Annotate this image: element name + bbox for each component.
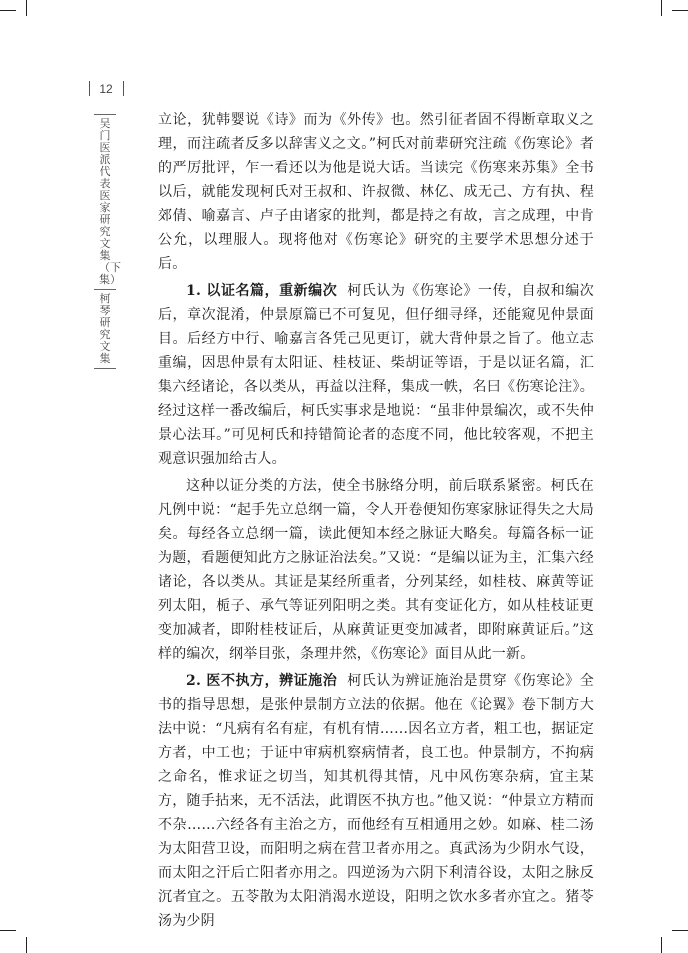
crop-mark-top-right-h bbox=[672, 10, 688, 11]
paragraph-section-2 bbox=[158, 669, 594, 933]
crop-mark-top-right-v bbox=[661, 0, 662, 16]
crop-mark-bottom-right-h bbox=[672, 930, 688, 931]
running-head bbox=[94, 114, 121, 369]
section-heading-2: 2. 医不执方，辨证施治 bbox=[186, 673, 338, 689]
paragraph-text: 立论，犹韩婴说《诗》而为《外传》也。然引征者固不得断章取义之理，而注疏者反多以辞害义之文。”柯氏对前辈研究注疏《伤寒论》者的严厉批评，乍一看还以为他是说大话。当读完《伤寒来苏集》全书以后，就能发现柯氏对王叔和、许叔微、林亿、成无己、方有执、程郊倩、喻嘉言、卢子由诸家的批判，都是持之有故，言之成理，中肯公允，以理服人。现将他对《伤寒论》研究的主要学术思想分述于后。 bbox=[158, 112, 594, 272]
paragraph-text: 这种以证分类的方法，使全书脉络分明，前后联系紧密。柯氏在凡例中说：“起手先立总纲一篇，令人开卷便知伤寒家脉证得失之大局矣。每经各立总纲一篇，读此便知本经之脉证大略矣。每篇各标一证为题，看题便知此方之脉证治法矣。”又说：“是编以证为主，汇集六经诸论，各以类从。其证是某经所重者，分列某经，如桂枝、麻黄等证列太阳，栀子、承气等证列阳明之类。其有变证化方，如从桂枝证更变加减者，即附桂枝证后，从麻黄证更变加减者，即附麻黄证后。”这样的编次，纲举目张，条理井然，《伤寒论》面目从此一新。 bbox=[158, 478, 594, 662]
page-number: 12 bbox=[99, 82, 113, 96]
paragraph-text: 柯氏认为《伤寒论》一传，自叔和编次后，章次混淆，仲景原篇已不可复见，但仔细寻绎，还能窥见仲景面目。后经方中行、喻嘉言各凭己见更订，就大背仲景之旨了。他立志重编，因思仲景有太阳证、桂枝证、柴胡证等语，于是以证名篇，汇集六经诸论，各以类从，再益以注释，集成一帙，名曰《伤寒论注》。经过这样一番改编后，柯氏实事求是地说：“虽非仲景编次，或不失仲景心法耳。”可见柯氏和持错简论者的态度不同，他比较客观，不把主观意识强加给古人。 bbox=[158, 283, 595, 467]
running-head-rule-bottom bbox=[94, 368, 116, 369]
paragraph-text: 柯氏认为辨证施治是贯穿《伤寒论》全书的指导思想，是张仲景制方立法的依据。他在《论翼》卷下制方大法中说：“凡病有名有症，有机有情……因名立方者，粗工也，据证定方者，中工也；于证中审病机察病情者，良工也。仲景制方，不拘病之命名，惟求证之切当，知其机得其情，凡中风伤寒杂病，宜主某方，随手拈来，无不活法，此谓医不执方也。”他又说：“仲景立方精而不杂……六经各有主治之方，而他经有互相通用之妙。如麻、桂二汤为太阳营卫设，而阳明之病在营卫者亦用之。真武汤为少阴水气设，而太阳之汗后亡阳者亦用之。四逆汤为六阴下利清谷设，太阳之脉反沉者宜之。五苓散为太阳消渴水逆设，阳明之饮水多者亦宜之。猪苓汤为少阴 bbox=[158, 673, 595, 929]
page-number-rule-left bbox=[89, 81, 90, 96]
running-head-series-title: 吴门医派代表医家研究文集（下集） bbox=[99, 117, 121, 286]
paragraph bbox=[158, 474, 594, 666]
running-head-volume-title: 柯琴研究文集 bbox=[99, 292, 111, 365]
page-number-rule-right bbox=[123, 81, 124, 96]
crop-mark-bottom-right-v bbox=[661, 937, 662, 953]
section-heading-1: 1. 以证名篇，重新编次 bbox=[186, 283, 338, 299]
running-head-rule-middle bbox=[94, 289, 116, 290]
crop-mark-top-left-h bbox=[0, 10, 16, 11]
paragraph-section-1 bbox=[158, 279, 594, 471]
crop-mark-bottom-left-v bbox=[26, 937, 27, 953]
crop-mark-bottom-left-h bbox=[0, 930, 16, 931]
paragraph-continued bbox=[158, 108, 594, 276]
body-text bbox=[158, 108, 594, 933]
running-head-rule-top bbox=[94, 114, 116, 115]
crop-mark-top-left-v bbox=[26, 0, 27, 16]
